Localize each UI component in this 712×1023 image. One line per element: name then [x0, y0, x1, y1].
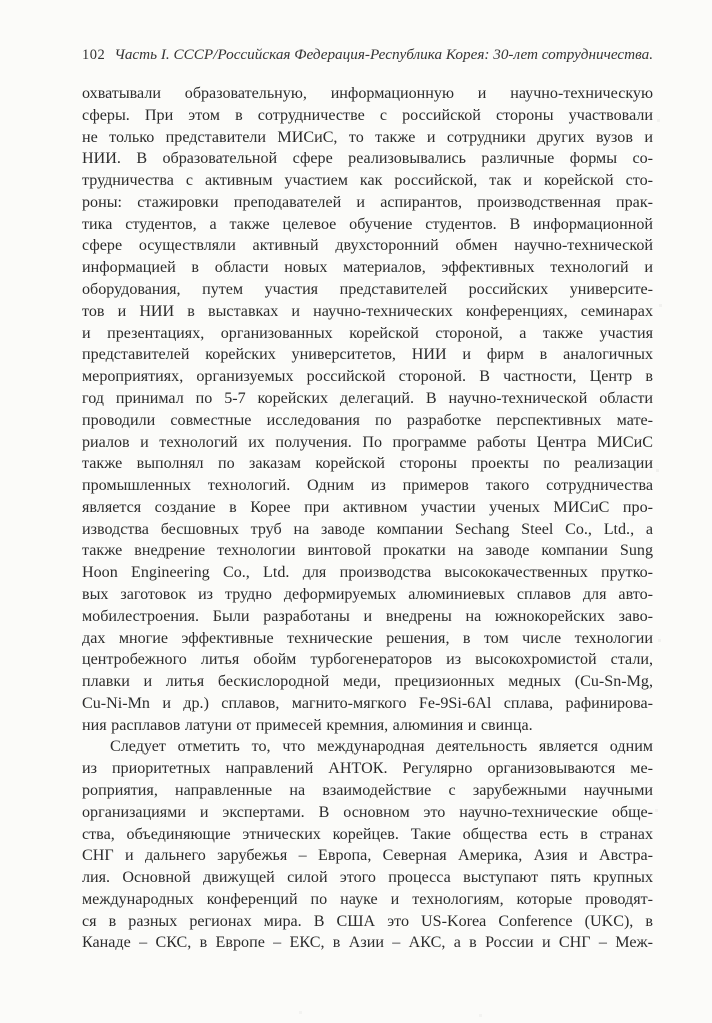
text-line: охватывали образовательную, информационную и научно-техническую [82, 85, 653, 102]
page-header [82, 46, 653, 64]
text-line: Cu-Ni-Mn и др.) сплавов, магнито-мягкого Fe-9Si-6Al сплава, рафинирова- [82, 694, 653, 712]
text-line: также выполнял по заказам корейской стороны проекты по реализации [82, 455, 653, 473]
text-line: дах многие эффективные технические решения, в том числе технологии [82, 629, 653, 647]
text-line: сферы. При этом в сотрудничестве с российской стороны участвовали [82, 106, 653, 124]
text-line: роны: стажировки преподавателей и аспирантов, производственная прак- [82, 193, 653, 211]
text-line: роприятия, направленные на взаимодействие с зарубежными научными [82, 782, 653, 799]
text-line: ства, объединяющие этнических корейцев. Такие общества есть в странах [82, 825, 653, 843]
text-line: трудничества с активным участием как российской, так и корейской сто- [82, 172, 653, 190]
text-line: оборудования, путем участия представителей российских университе- [82, 281, 653, 299]
text-line: и презентациях, организованных корейской стороной, а также участия [82, 324, 653, 342]
page-number: 102 [82, 47, 106, 63]
text-line: центробежного литья обойм турбогенераторов из высокохромистой стали, [82, 651, 653, 669]
text-line: ся в разных регионах мира. В США это US-Korea Conference (UKC), в [82, 912, 653, 930]
text-line: СНГ и дальнего зарубежья – Европа, Северная Америка, Азия и Австра- [82, 847, 653, 865]
text-line: тика студентов, а также целевое обучение студентов. В информационной [82, 215, 653, 233]
text-line: Следует отметить то, что международная деятельность является одним [110, 738, 653, 756]
scan-noise-specks [0, 0, 1, 1]
text-line: из приоритетных направлений АНТОК. Регулярно организовываются ме- [82, 760, 653, 778]
text-line: промышленных технологий. Одним из примеров такого сотрудничества [82, 477, 653, 495]
text-line: Канаде – СКС, в Европе – ЕКС, в Азии – АКС, а в России и СНГ – Меж- [82, 934, 653, 952]
text-line: информацией в области новых материалов, эффективных технологий и [82, 259, 653, 277]
text-block [82, 83, 653, 954]
text-line: плавки и литья бескислородной меди, прецизионных медных (Cu-Sn-Mg, [82, 673, 653, 691]
text-line: риалов и технологий их получения. По программе работы Центра МИСиС [82, 433, 653, 451]
page-content [82, 46, 653, 954]
paragraph [82, 736, 653, 954]
text-line: представителей корейских университетов, НИИ и фирм в аналогичных [82, 346, 653, 364]
text-line: организациями и экспертами. В основном это научно-технические обще- [82, 803, 653, 821]
text-line: лия. Основной движущей силой этого процесса выступают пять крупных [82, 869, 653, 887]
text-line: сфере осуществляли активный двухсторонний обмен научно-технической [82, 237, 653, 255]
text-line: НИИ. В образовательной сфере реализовывались различные формы со- [82, 150, 653, 168]
text-line: ния расплавов латуни от примесей кремния, алюминия и свинца. [82, 716, 533, 734]
text-line: мероприятиях, организуемых российской стороной. В частности, Центр в [82, 368, 653, 386]
text-line: Hoon Engineering Co., Ltd. для производства высококачественных прутко- [82, 564, 653, 582]
running-title: Часть I. СССР/Российская Федерация-Республика Корея: 30-лет сотрудничества. [114, 46, 653, 63]
text-line: год принимал по 5-7 корейских делегаций. В научно-технической области [82, 389, 653, 407]
text-line: тов и НИИ в выставках и научно-технических конференциях, семинарах [82, 302, 653, 320]
text-line: вых заготовок из трудно деформируемых алюминиевых сплавов для авто- [82, 585, 653, 603]
text-line: международных конференций по науке и технологиям, которые проводят- [82, 890, 653, 908]
text-line: мобилестроения. Были разработаны и внедрены на южнокорейских заво- [82, 607, 653, 625]
text-line: не только представители МИСиС, то также и сотрудники других вузов и [82, 128, 653, 146]
text-line: проводили совместные исследования по разработке перспективных мате- [82, 411, 653, 429]
text-line: также внедрение технологии винтовой прокатки на заводе компании Sung [82, 542, 653, 560]
text-line: является создание в Корее при активном участии ученых МИСиС про- [82, 498, 653, 516]
text-line: изводства бесшовных труб на заводе компании Sechang Steel Co., Ltd., а [82, 520, 653, 538]
paragraph [82, 83, 653, 736]
